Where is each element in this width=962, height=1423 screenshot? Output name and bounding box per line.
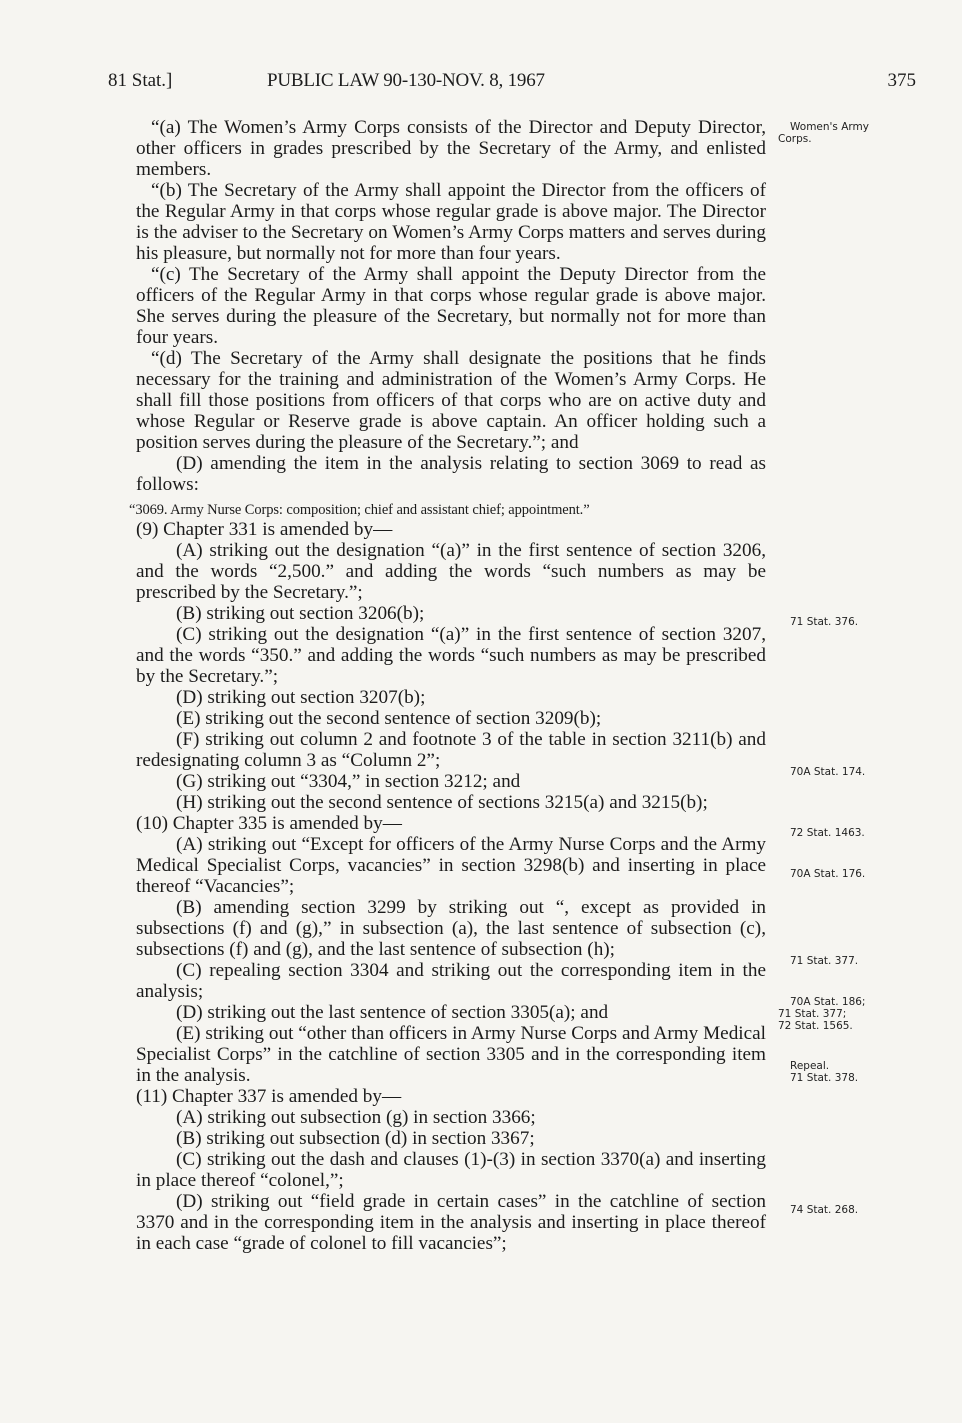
chapter-335-A: (A) striking out “Except for officers of the Army Nurse Corps and the Army Medical Specialist Corps, vacancies” in section 3298(b) and inserting in place thereof “Vacancies”; [136,834,766,897]
chapter-335-intro: (10) Chapter 335 is amended by— [136,813,402,834]
paragraph-c: “(c) The Secretary of the Army shall appoint the Deputy Director from the officers of the Regular Army in that corps whose regular grade is above major. She serves during the pleasure of the Secretary, but normally not for more than four years. [136,264,766,348]
paragraph-b: “(b) The Secretary of the Army shall appoint the Director from the officers of the Regular Army in that corps whose regular grade is above major. The Director is the adviser to the Secretary on Women’s Army Corps matters and serves during his pleasure, but normally not for more than four years. [136,180,766,264]
margin-note-repeal [790,1060,940,1084]
chapter-335-C: (C) repealing section 3304 and striking out the corresponding item in the analysis; [136,960,766,1002]
chapter-337-C: (C) striking out the dash and clauses (1)-(3) in section 3370(a) and inserting in place thereof “colonel,”; [136,1149,766,1191]
margin-note-71-377: 71 Stat. 377. [790,955,859,967]
chapter-331-C: (C) striking out the designation “(a)” in the first sentence of section 3207, and the words “350.” and adding the words “such numbers as may be prescribed by the Secretary.”; [136,624,766,687]
chapter-331-H: (H) striking out the second sentence of sections 3215(a) and 3215(b); [176,792,708,813]
chapter-335-D: (D) striking out the last sentence of section 3305(a); and [176,1002,609,1023]
chapter-331-G: (G) striking out “3304,” in section 3212; and [176,771,521,792]
chapter-337-intro: (11) Chapter 337 is amended by— [136,1086,402,1107]
margin-note-stat-group [778,996,928,1032]
margin-note-72-1463: 72 Stat. 1463. [790,827,865,839]
margin-note-wac-line2: Corps. [778,133,812,145]
margin-note-repeal-label: Repeal. [790,1060,830,1072]
chapter-331-B: (B) striking out section 3206(b); [176,603,425,624]
page-header [108,70,916,96]
chapter-331-E: (E) striking out the second sentence of section 3209(b); [176,708,602,729]
margin-note-72-1565: 72 Stat. 1565. [778,1020,853,1032]
chapter-331-intro: (9) Chapter 331 is amended by— [136,519,393,540]
chapter-331-F: (F) striking out column 2 and footnote 3 of the table in section 3211(b) and redesignating column 3 as “Column 2”; [136,729,766,771]
chapter-337-A: (A) striking out subsection (g) in section 3366; [176,1107,536,1128]
margin-note-70a-186: 70A Stat. 186; [790,996,866,1008]
chapter-331-D: (D) striking out section 3207(b); [176,687,426,708]
chapter-331-A: (A) striking out the designation “(a)” in the first sentence of section 3206, and the words “2,500.” and adding the words “such numbers as may be prescribed by the Secretary.”; [136,540,766,603]
amend-item-D: (D) amending the item in the analysis relating to section 3069 to read as follows: [136,453,766,495]
margin-note-71-377b: 71 Stat. 377; [778,1008,847,1020]
chapter-335-B: (B) amending section 3299 by striking out “, except as provided in subsections (f) and (g),” in subsection (a), the last sentence of subsection (c), subsections (f) and (g), and the last sentence of subsection (h); [136,897,766,960]
public-law-title: PUBLIC LAW 90-130-NOV. 8, 1967 [267,70,545,91]
chapter-337-B: (B) striking out subsection (d) in section 3367; [176,1128,535,1149]
margin-note-71-378: 71 Stat. 378. [790,1072,859,1084]
chapter-337-D: (D) striking out “field grade in certain cases” in the catchline of section 3370 and in the corresponding item in the analysis and inserting in place thereof in each case “grade of colonel to fill vacancies”; [136,1191,766,1254]
margin-note-74-268: 74 Stat. 268. [790,1204,859,1216]
page-number: 375 [887,70,916,91]
paragraph-a: “(a) The Women’s Army Corps consists of the Director and Deputy Director, other officers in grades prescribed by the Secretary of the Army, and enlisted members. [136,117,766,180]
margin-note-wac [778,121,940,145]
margin-note-70a-176: 70A Stat. 176. [790,868,866,880]
catchline-3069: “3069. Army Nurse Corps: composition; chief and assistant chief; appointment.” [129,502,590,518]
statute-volume: 81 Stat.] [108,70,173,91]
chapter-335-E: (E) striking out “other than officers in Army Nurse Corps and Army Medical Specialist Corps” in the catchline of section 3305 and in the corresponding item in the analysis. [136,1023,766,1086]
paragraph-d: “(d) The Secretary of the Army shall designate the positions that he finds necessary for the training and administration of the Women’s Army Corps. He shall fill those positions from officers of that corps who are on active duty and whose Regular or Reserve grade is above captain. An officer holding such a position serves during the pleasure of the Secretary.”; and [136,348,766,453]
margin-note-wac-line1: Women's Army [790,121,869,133]
margin-note-70a-174: 70A Stat. 174. [790,766,866,778]
body-text [129,117,766,1254]
margin-note-71-376: 71 Stat. 376. [790,616,859,628]
